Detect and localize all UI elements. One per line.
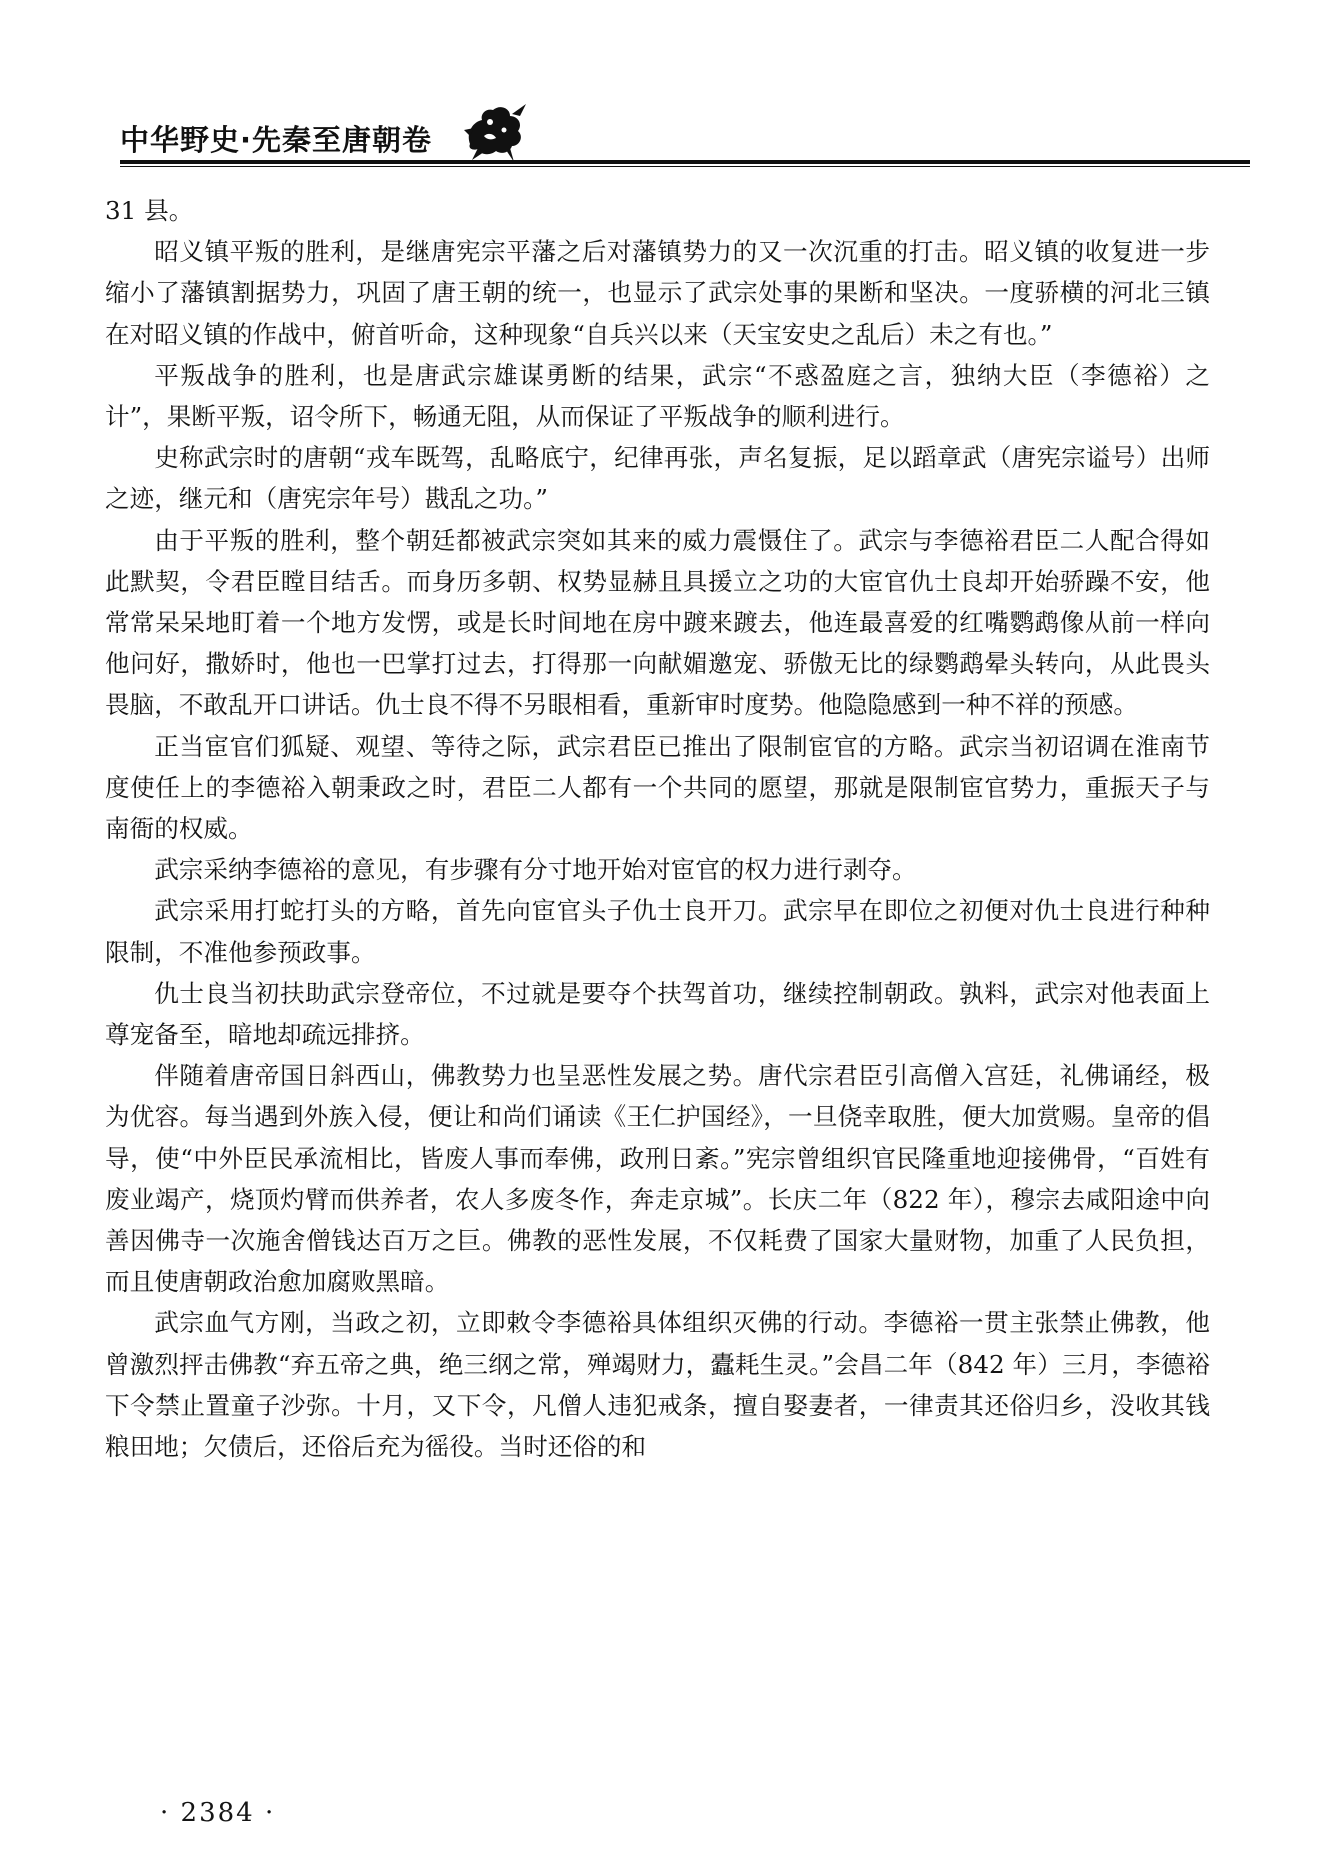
body-text	[105, 190, 1210, 1467]
paragraph: 伴随着唐帝国日斜西山，佛教势力也呈恶性发展之势。唐代宗君臣引高僧入宫廷，礼佛诵经，极为优容。每当遇到外族入侵，便让和尚们诵读《王仁护国经》，一旦侥幸取胜，便大加赏赐。皇帝的倡导，使“中外臣民承流相比，皆废人事而奉佛，政刑日紊。”宪宗曾组织官民隆重地迎接佛骨，“百姓有废业竭产，烧顶灼臂而供养者，农人多废冬作，奔走京城”。长庆二年（822 年），穆宗去咸阳途中向善因佛寺一次施舍僧钱达百万之巨。佛教的恶性发展，不仅耗费了国家大量财物，加重了人民负担，而且使唐朝政治愈加腐败黑暗。	[105, 1061, 1210, 1297]
paragraph-continuation: 31 县。	[105, 196, 194, 225]
book-title: 中华野史·先秦至唐朝卷	[120, 123, 433, 157]
dragon-emblem-icon	[460, 100, 530, 164]
paragraph: 武宗采纳李德裕的意见，有步骤有分寸地开始对宦官的权力进行剥夺。	[154, 855, 917, 885]
paragraph: 昭义镇平叛的胜利，是继唐宪宗平藩之后对藩镇势力的又一次沉重的打击。昭义镇的收复进一步缩小了藩镇割据势力，巩固了唐王朝的统一，也显示了武宗处事的果断和坚决。一度骄横的河北三镇在对昭义镇的作战中，俯首听命，这种现象“自兵兴以来（天宝安史之乱后）未之有也。”	[105, 237, 1210, 349]
paragraph: 由于平叛的胜利，整个朝廷都被武宗突如其来的威力震慑住了。武宗与李德裕君臣二人配合得如此默契，令君臣瞠目结舌。而身历多朝、权势显赫且具援立之功的大宦官仇士良却开始骄躁不安，他常常呆呆地盯着一个地方发愣，或是长时间地在房中踱来踱去，他连最喜爱的红嘴鹦鹉像从前一样向他问好，撒娇时，他也一巴掌打过去，打得那一向献媚邀宠、骄傲无比的绿鹦鹉晕头转向，从此畏头畏脑，不敢乱开口讲话。仇士良不得不另眼相看，重新审时度势。他隐隐感到一种不祥的预感。	[105, 525, 1210, 720]
header-rule-thin	[120, 166, 1250, 167]
paragraph: 仇士良当初扶助武宗登帝位，不过就是要夺个扶驾首功，继续控制朝政。孰料，武宗对他表面上尊宠备至，暗地却疏远排挤。	[105, 978, 1210, 1050]
running-header	[120, 100, 1250, 170]
page-number: · 2384 ·	[160, 1798, 276, 1828]
paragraph: 史称武宗时的唐朝“戎车既驾，乱略底宁，纪律再张，声名复振，足以蹈章武（唐宪宗谥号）出师之迹，继元和（唐宪宗年号）戡乱之功。”	[105, 443, 1210, 514]
header-rule-thick	[120, 160, 1250, 164]
paragraph: 武宗血气方刚，当政之初，立即敕令李德裕具体组织灭佛的行动。李德裕一贯主张禁止佛教，他曾激烈抨击佛教“弃五帝之典，绝三纲之常，殚竭财力，蠹耗生灵。”会昌二年（842 年）三月，李德裕下令禁止置童子沙弥。十月，又下令，凡僧人违犯戒条，擅自娶妻者，一律责其还俗归乡，没收其钱粮田地；欠债后，还俗后充为徭役。当时还俗的和	[105, 1308, 1210, 1462]
paragraph: 平叛战争的胜利，也是唐武宗雄谋勇断的结果，武宗“不惑盈庭之言，独纳大臣（李德裕）之计”，果断平叛，诏令所下，畅通无阻，从而保证了平叛战争的顺利进行。	[105, 360, 1210, 432]
paragraph: 武宗采用打蛇打头的方略，首先向宦官头子仇士良开刀。武宗早在即位之初便对仇士良进行种种限制，不准他参预政事。	[105, 896, 1210, 967]
paragraph: 正当宦官们狐疑、观望、等待之际，武宗君臣已推出了限制宦官的方略。武宗当初诏调在淮南节度使任上的李德裕入朝秉政之时，君臣二人都有一个共同的愿望，那就是限制宦官势力，重振天子与南衙的权威。	[105, 731, 1210, 844]
